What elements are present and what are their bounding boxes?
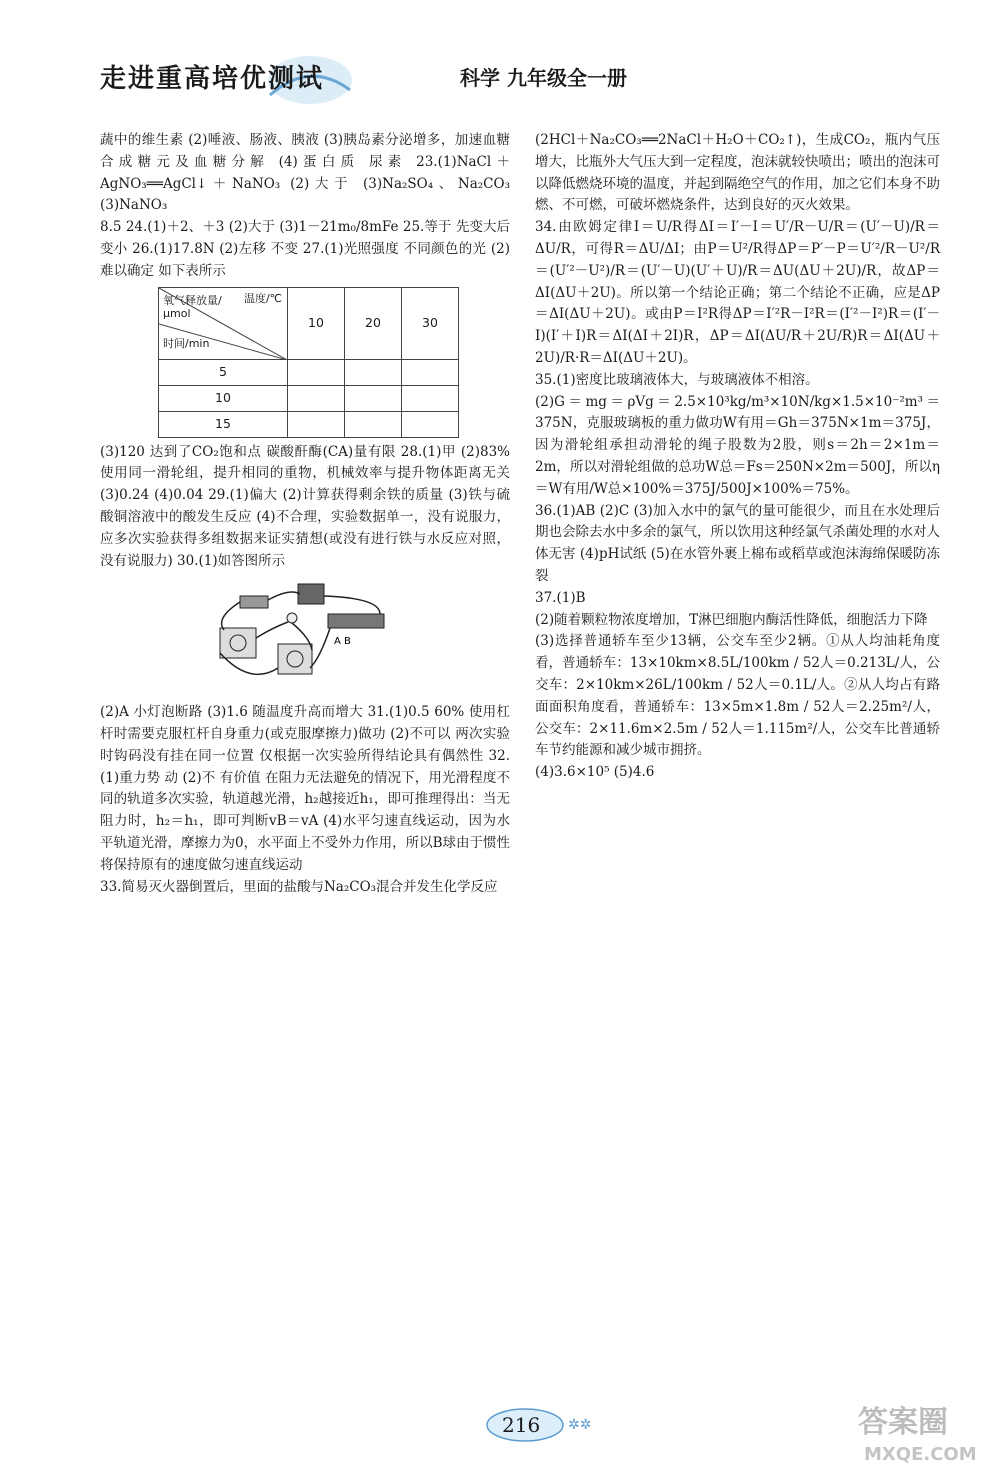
answer-paragraph: (2)A 小灯泡断路 (3)1.6 随温度升高而增大 31.(1)0.5 60% 使用杠杆时需要克服杠杆自身重力(或克服摩擦力)做功 (2)不可以 两次实验时钩码没有挂在同一位置 仅根据一次实验所得结论具有偶然性 32.(1)重力势 动 (2)不 有价值 在阻力无法避免的情况下，用光滑程度不同的轨道多次实验，轨道越光滑，h₂越接近h₁，即可推理得出：当无阻力时，h₂＝h₁，即可判断vB＝vA (4)水平匀速直线运动，因为水平轨道光滑，摩擦力为0，水平面上不受外力作用，所以B球由于惯性将保持原有的速度做匀速直线运动: [100, 704, 511, 873]
table-cell: [288, 359, 345, 385]
left-column: [100, 130, 510, 898]
watermark-logo: [850, 1398, 980, 1468]
table-cell: [288, 411, 345, 437]
table-cell: [402, 411, 459, 437]
svg-text:A B: A B: [334, 636, 351, 648]
row-header: 15: [159, 411, 288, 437]
table-cell: [345, 359, 402, 385]
page-header: [100, 50, 920, 120]
table-cell: [402, 359, 459, 385]
header-time: 时间/min: [163, 336, 210, 350]
answer-paragraph: (4)3.6×10⁵ (5)4.6: [535, 764, 655, 781]
answer-paragraph: (2HCl＋Na₂CO₃══2NaCl＋H₂O＋CO₂↑)，生成CO₂，瓶内气压增大，比瓶外大气压大到一定程度，泡沫就较快喷出；喷出的泡沫可以降低燃烧环境的温度，并起到隔绝空气的作用，加之它们本身不助燃、不可燃，可破坏燃烧条件，达到良好的灭火效果。: [535, 132, 940, 214]
circuit-diagram: [210, 578, 400, 688]
book-subtitle: 科学 九年级全一册: [460, 66, 627, 90]
answer-paragraph: 8.5 24.(1)＋2、＋3 (2)大于 (3)1－21m₀/8mFe 25.等于 先变大后变小 26.(1)17.8N (2)左移 不变 27.(1)光照强度 不同颜色的光 (2)难以确定 如下表所示: [100, 219, 510, 279]
right-column: [535, 130, 940, 784]
page-number: 216: [502, 1413, 541, 1437]
experiment-table: [158, 287, 459, 438]
answer-paragraph: 34.由欧姆定律I＝U/R得ΔI＝I′－I＝U′/R－U/R＝(U′－U)/R＝ΔU/R，可得R＝ΔU/ΔI；由P＝U²/R得ΔP＝P′－P＝U′²/R－U²/R＝(U′²－U²)/R＝(U′－U)(U′＋U)/R＝ΔU(ΔU＋2U)/R，故ΔP＝ΔI(ΔU＋2U)。所以第一个结论正确；第二个结论不正确，应是ΔP＝ΔI(ΔU＋2U)。或由P＝I²R得ΔP＝I′²R－I²R＝(I′²－I²)R＝(I′－I)(I′＋I)R＝ΔI(ΔI＋2I)R，ΔP＝ΔI(ΔU/R＋2U/R)R＝ΔI(ΔU＋2U)/R·R＝ΔI(ΔU＋2U)。: [535, 219, 940, 366]
header-temperature: 温度/℃: [243, 291, 283, 305]
table-cell: [402, 385, 459, 411]
svg-text:MXQE.COM: MXQE.COM: [864, 1444, 977, 1465]
table-cell: [345, 411, 402, 437]
page-footer: [480, 1405, 600, 1445]
answer-paragraph: (3)选择普通轿车至少13辆，公交车至少2辆。①从人均油耗角度看，普通轿车：13×10km×8.5L/100km / 52人＝0.213L/人，公交车：2×10km×26L/100km / 52人＝0.1L/人。②从人均占有路面面积角度看，普通轿车：13×5m×1.8m / 52人＝2.25m²/人，公交车：2×11.6m×2.5m / 52人＝1.115m²/人，公交车比普通轿车节约能源和减少城市拥挤。: [535, 633, 940, 759]
answer-paragraph: 36.(1)AB (2)C (3)加入水中的氯气的量可能很少，而且在水处理后期也会除去水中多余的氯气，所以饮用这种经氯气杀菌处理的水对人体无害 (4)pH试纸 (5)在水管外裹上棉布或稻草或泡沫海绵保暖防冻裂: [535, 502, 940, 584]
answer-paragraph: (2)G＝mg＝ρVg＝2.5×10³kg/m³×10N/kg×1.5×10⁻²m³＝375N，克服玻璃板的重力做功W有用＝Gh＝375N×1m＝375J，因为滑轮组承担动滑轮的绳子股数为2股，则s＝2h＝2×1m＝2m，所以对滑轮组做的总功W总＝Fs＝250N×2m＝500J，所以η＝W有用/W总×100%＝375J/500J×100%＝75%。: [535, 393, 940, 497]
answer-paragraph: 33.简易灭火器倒置后，里面的盐酸与Na₂CO₃混合并发生化学反应: [100, 878, 498, 895]
column-header: 20: [345, 287, 402, 359]
table-diagonal-header: [159, 287, 288, 359]
column-header: 10: [288, 287, 345, 359]
answer-paragraph: 35.(1)密度比玻璃液体大，与玻璃液体不相溶。: [535, 371, 819, 388]
answer-paragraph: (2)随着颗粒物浓度增加，T淋巴细胞内酶活性降低，细胞活力下降: [535, 611, 928, 628]
svg-text:答案圈: 答案圈: [858, 1405, 948, 1440]
answer-paragraph: 37.(1)B: [535, 589, 586, 606]
table-cell: [288, 385, 345, 411]
row-header: 10: [159, 385, 288, 411]
header-oxygen: 氧气释放量/μmol: [163, 293, 222, 320]
table-cell: [345, 385, 402, 411]
row-header: 5: [159, 359, 288, 385]
svg-text:✲✲: ✲✲: [568, 1417, 592, 1433]
book-title: 走进重高培优测试: [100, 64, 325, 94]
answer-paragraph: 蔬中的维生素 (2)唾液、肠液、胰液 (3)胰岛素分泌增多，加速血糖合成糖元及血糖分解 (4)蛋白质 尿素 23.(1)NaCl＋AgNO₃══AgCl↓＋NaNO₃ (2)大于 (3)Na₂SO₄、Na₂CO₃ (3)NaNO₃: [100, 132, 510, 214]
answer-paragraph: (3)120 达到了CO₂饱和点 碳酸酐酶(CA)量有限 28.(1)甲 (2)83% 使用同一滑轮组，提升相同的重物，机械效率与提升物体距离无关 (3)0.24 (4)0.04 29.(1)偏大 (2)计算获得剩余铁的质量 (3)铁与硫酸铜溶液中的酸发生反应 (4)不合理，实验数据单一，没有说服力，应多次实验获得多组数据来证实猜想(或没有进行铁与水反应对照，没有说服力) 30.(1)如答图所示: [100, 443, 510, 569]
watermark-icon: [850, 1398, 980, 1468]
column-header: 30: [402, 287, 459, 359]
